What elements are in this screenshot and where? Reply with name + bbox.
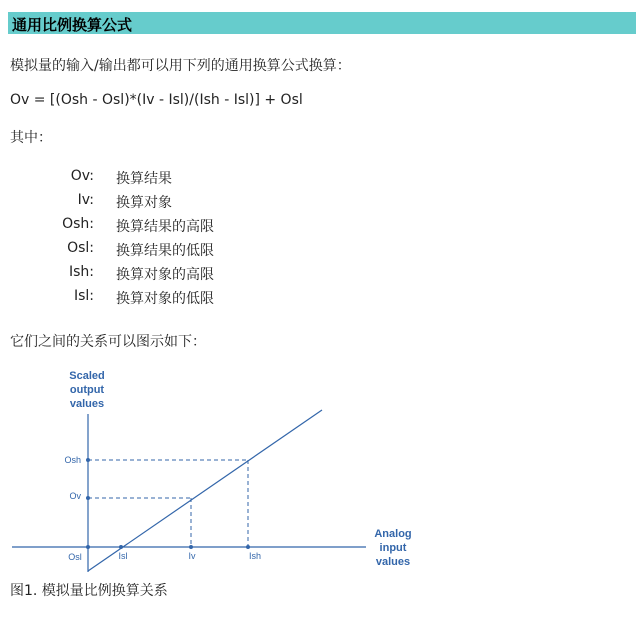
- definition-desc: 换算对象的高限: [116, 267, 214, 283]
- definition-symbol: Ish:: [68, 264, 94, 280]
- definition-desc: 换算对象的低限: [116, 291, 214, 307]
- page-title: 通用比例换算公式: [12, 16, 133, 34]
- iv-marker: [189, 545, 193, 549]
- ish-tick-label: Ish: [248, 551, 262, 561]
- x-axis-label-line: values: [375, 556, 411, 568]
- origin-marker: [86, 545, 90, 549]
- x-axis-label-line: Analog: [374, 528, 412, 540]
- ov-tick-label: Ov: [69, 491, 81, 501]
- ish-marker: [246, 545, 250, 549]
- relation-text: 它们之间的关系可以图示如下：: [10, 334, 206, 350]
- osh-tick-label: Osh: [64, 455, 81, 465]
- definition-desc: 换算结果的高限: [116, 219, 214, 235]
- osl-tick-label: Osl: [68, 552, 82, 562]
- definition-desc: 换算结果: [116, 171, 172, 187]
- y-axis-label-line: values: [69, 398, 105, 410]
- where-label: 其中：: [10, 130, 52, 146]
- isl-tick-label: Isl: [118, 551, 128, 561]
- title-bar: [8, 12, 636, 34]
- definition-symbol: Osh:: [62, 216, 94, 232]
- figure-caption: 图1. 模拟量比例换算关系: [10, 583, 168, 599]
- intro-text: 模拟量的输入/输出都可以用下列的通用换算公式换算：: [10, 58, 351, 74]
- iv-tick-label: Iv: [188, 551, 196, 561]
- scaling-diagram: [0, 360, 460, 575]
- definition-symbol: Iv:: [77, 192, 94, 208]
- definition-desc: 换算结果的低限: [116, 243, 214, 259]
- x-axis-label-line: input: [379, 542, 407, 554]
- y-axis-label-line: Scaled: [69, 370, 105, 382]
- definition-symbol: Ov:: [70, 168, 94, 184]
- ov-marker: [86, 496, 90, 500]
- y-axis-label-line: output: [69, 384, 105, 396]
- definition-desc: 换算对象: [116, 195, 172, 211]
- definition-symbol: Osl:: [67, 240, 94, 256]
- osh-marker: [86, 458, 90, 462]
- formula: Ov = [(Osh - Osl)*(Iv - Isl)/(Ish - Isl)] + Osl: [10, 92, 303, 108]
- isl-marker: [119, 545, 123, 549]
- definition-symbol: Isl:: [73, 288, 94, 304]
